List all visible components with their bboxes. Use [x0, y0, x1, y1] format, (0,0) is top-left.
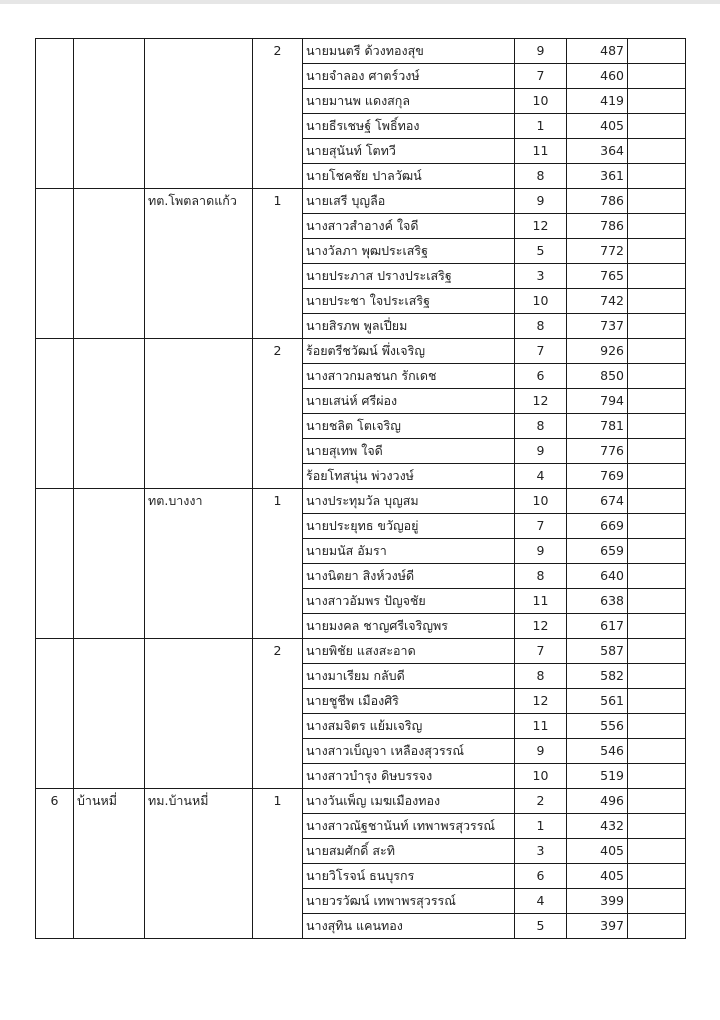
cell-score: 587 — [567, 639, 628, 664]
cell-candidate-number: 5 — [515, 239, 567, 264]
cell-candidate-number: 12 — [515, 214, 567, 239]
cell-score: 364 — [567, 139, 628, 164]
cell-candidate-name: นายสมศักดิ์ สะทิ — [303, 839, 515, 864]
cell-organization — [145, 39, 253, 189]
cell-note — [628, 689, 686, 714]
cell-candidate-number: 11 — [515, 589, 567, 614]
cell-candidate-name: นายวรวัฒน์ เทพาพรสุวรรณ์ — [303, 889, 515, 914]
cell-candidate-name: นางสาวอัมพร ปัญจชัย — [303, 589, 515, 614]
cell-candidate-number: 8 — [515, 564, 567, 589]
cell-candidate-name: นางวันเพ็ญ เมฆเมืองทอง — [303, 789, 515, 814]
table-row — [36, 189, 686, 214]
cell-candidate-name: ร้อยตรีชวัฒน์ พึ่งเจริญ — [303, 339, 515, 364]
cell-note — [628, 289, 686, 314]
cell-note — [628, 264, 686, 289]
cell-candidate-name: ร้อยโทสนุ่น พ่วงวงษ์ — [303, 464, 515, 489]
cell-zone: 1 — [253, 489, 303, 639]
cell-score: 776 — [567, 439, 628, 464]
table-row — [36, 789, 686, 814]
cell-note — [628, 564, 686, 589]
cell-candidate-number: 7 — [515, 514, 567, 539]
cell-candidate-number: 4 — [515, 464, 567, 489]
cell-note — [628, 464, 686, 489]
cell-score: 742 — [567, 289, 628, 314]
cell-candidate-name: นายประยุทธ ขวัญอยู่ — [303, 514, 515, 539]
cell-note — [628, 739, 686, 764]
cell-candidate-name: นายมานพ แดงสกุล — [303, 89, 515, 114]
cell-note — [628, 839, 686, 864]
cell-district — [74, 189, 145, 339]
cell-score: 519 — [567, 764, 628, 789]
cell-candidate-name: นายธีรเชษฐ์ โพธิ์ทอง — [303, 114, 515, 139]
cell-note — [628, 114, 686, 139]
cell-candidate-number: 5 — [515, 914, 567, 939]
cell-order-no: 6 — [36, 789, 74, 939]
cell-note — [628, 639, 686, 664]
cell-note — [628, 439, 686, 464]
cell-note — [628, 864, 686, 889]
cell-candidate-number: 6 — [515, 864, 567, 889]
cell-zone: 2 — [253, 339, 303, 489]
cell-candidate-name: นางสาวณัฐชานันท์ เทพาพรสุวรรณ์ — [303, 814, 515, 839]
cell-score: 546 — [567, 739, 628, 764]
cell-score: 926 — [567, 339, 628, 364]
cell-score: 640 — [567, 564, 628, 589]
cell-candidate-name: นางมาเรียม กลับดี — [303, 664, 515, 689]
cell-note — [628, 239, 686, 264]
cell-candidate-number: 3 — [515, 839, 567, 864]
cell-candidate-name: นายวิโรจน์ ธนบุรกร — [303, 864, 515, 889]
cell-candidate-name: นายจำลอง ศาตร์วงษ์ — [303, 64, 515, 89]
table-row — [36, 339, 686, 364]
cell-candidate-name: นายมนตรี ด้วงทองสุข — [303, 39, 515, 64]
cell-score: 786 — [567, 189, 628, 214]
cell-score: 419 — [567, 89, 628, 114]
cell-candidate-name: นายชลิต โตเจริญ — [303, 414, 515, 439]
cell-candidate-name: นางสุทิน แคนทอง — [303, 914, 515, 939]
cell-score: 487 — [567, 39, 628, 64]
cell-candidate-name: นายพิชัย แสงสะอาด — [303, 639, 515, 664]
cell-candidate-name: นายสุนันท์ โตทวี — [303, 139, 515, 164]
cell-candidate-name: นางสาวสำอางค์ ใจดี — [303, 214, 515, 239]
cell-note — [628, 664, 686, 689]
table-row — [36, 489, 686, 514]
cell-score: 659 — [567, 539, 628, 564]
cell-candidate-number: 1 — [515, 114, 567, 139]
cell-zone: 1 — [253, 189, 303, 339]
cell-order-no — [36, 489, 74, 639]
cell-candidate-number: 7 — [515, 64, 567, 89]
cell-candidate-number: 11 — [515, 139, 567, 164]
table-row — [36, 39, 686, 64]
cell-zone: 1 — [253, 789, 303, 939]
cell-note — [628, 764, 686, 789]
cell-candidate-number: 7 — [515, 339, 567, 364]
cell-note — [628, 614, 686, 639]
cell-candidate-number: 9 — [515, 189, 567, 214]
cell-note — [628, 389, 686, 414]
cell-candidate-name: นางสมจิตร แย้มเจริญ — [303, 714, 515, 739]
cell-note — [628, 314, 686, 339]
cell-candidate-name: นายมนัส อัมรา — [303, 539, 515, 564]
cell-candidate-name: นายสิรภพ พูลเปี่ยม — [303, 314, 515, 339]
cell-score: 674 — [567, 489, 628, 514]
cell-note — [628, 539, 686, 564]
cell-note — [628, 589, 686, 614]
cell-candidate-number: 9 — [515, 39, 567, 64]
results-table — [35, 38, 686, 939]
cell-score: 765 — [567, 264, 628, 289]
cell-candidate-name: นายประภาส ปรางประเสริฐ — [303, 264, 515, 289]
cell-candidate-number: 8 — [515, 414, 567, 439]
cell-score: 617 — [567, 614, 628, 639]
cell-candidate-number: 10 — [515, 89, 567, 114]
cell-score: 361 — [567, 164, 628, 189]
cell-organization — [145, 639, 253, 789]
cell-score: 638 — [567, 589, 628, 614]
viewer-top-band — [0, 0, 720, 4]
cell-candidate-number: 10 — [515, 764, 567, 789]
cell-candidate-name: นายโชคชัย ปาลวัฒน์ — [303, 164, 515, 189]
cell-candidate-name: นางประทุมวัล บุญสม — [303, 489, 515, 514]
cell-score: 737 — [567, 314, 628, 339]
cell-score: 496 — [567, 789, 628, 814]
cell-note — [628, 889, 686, 914]
cell-note — [628, 414, 686, 439]
table-row — [36, 639, 686, 664]
cell-score: 561 — [567, 689, 628, 714]
cell-order-no — [36, 189, 74, 339]
cell-score: 405 — [567, 839, 628, 864]
cell-score: 432 — [567, 814, 628, 839]
cell-candidate-number: 1 — [515, 814, 567, 839]
cell-score: 397 — [567, 914, 628, 939]
cell-score: 781 — [567, 414, 628, 439]
cell-candidate-name: นางสาวบำรุง ดิษบรรจง — [303, 764, 515, 789]
cell-score: 582 — [567, 664, 628, 689]
cell-candidate-name: นางสาวเบ็ญจา เหลืองสุวรรณ์ — [303, 739, 515, 764]
results-table-body — [36, 39, 686, 939]
cell-score: 850 — [567, 364, 628, 389]
cell-candidate-number: 9 — [515, 739, 567, 764]
cell-organization: ทม.บ้านหมี่ — [145, 789, 253, 939]
cell-candidate-name: นางนิตยา สิงห์วงษ์ดี — [303, 564, 515, 589]
cell-note — [628, 364, 686, 389]
cell-candidate-number: 3 — [515, 264, 567, 289]
cell-note — [628, 914, 686, 939]
cell-candidate-name: นายสุเทพ ใจดี — [303, 439, 515, 464]
cell-organization — [145, 339, 253, 489]
cell-score: 786 — [567, 214, 628, 239]
cell-note — [628, 789, 686, 814]
cell-candidate-number: 12 — [515, 614, 567, 639]
cell-candidate-number: 12 — [515, 689, 567, 714]
cell-note — [628, 164, 686, 189]
cell-district: บ้านหมี่ — [74, 789, 145, 939]
cell-district — [74, 39, 145, 189]
cell-candidate-number: 9 — [515, 539, 567, 564]
cell-candidate-name: นางสาวกมลชนก รักเดช — [303, 364, 515, 389]
cell-score: 769 — [567, 464, 628, 489]
cell-note — [628, 64, 686, 89]
cell-note — [628, 339, 686, 364]
cell-candidate-number: 2 — [515, 789, 567, 814]
cell-district — [74, 339, 145, 489]
cell-note — [628, 139, 686, 164]
cell-candidate-number: 6 — [515, 364, 567, 389]
cell-district — [74, 639, 145, 789]
cell-candidate-name: นายประชา ใจประเสริฐ — [303, 289, 515, 314]
cell-note — [628, 89, 686, 114]
cell-candidate-number: 10 — [515, 489, 567, 514]
cell-zone: 2 — [253, 639, 303, 789]
cell-candidate-number: 8 — [515, 664, 567, 689]
cell-note — [628, 39, 686, 64]
cell-score: 399 — [567, 889, 628, 914]
cell-candidate-number: 7 — [515, 639, 567, 664]
cell-score: 460 — [567, 64, 628, 89]
cell-candidate-number: 10 — [515, 289, 567, 314]
cell-candidate-number: 12 — [515, 389, 567, 414]
cell-note — [628, 489, 686, 514]
cell-candidate-name: นายเสน่ห์ ศรีผ่อง — [303, 389, 515, 414]
cell-organization: ทต.บางงา — [145, 489, 253, 639]
cell-note — [628, 714, 686, 739]
cell-candidate-number: 8 — [515, 164, 567, 189]
cell-candidate-number: 8 — [515, 314, 567, 339]
cell-candidate-number: 9 — [515, 439, 567, 464]
cell-zone: 2 — [253, 39, 303, 189]
cell-candidate-name: นายชูชีพ เมืองศิริ — [303, 689, 515, 714]
cell-note — [628, 814, 686, 839]
cell-organization: ทต.โพตลาดแก้ว — [145, 189, 253, 339]
cell-candidate-name: นายเสรี บุญลือ — [303, 189, 515, 214]
cell-score: 794 — [567, 389, 628, 414]
cell-order-no — [36, 39, 74, 189]
cell-district — [74, 489, 145, 639]
cell-candidate-number: 4 — [515, 889, 567, 914]
cell-note — [628, 514, 686, 539]
cell-score: 405 — [567, 864, 628, 889]
cell-score: 405 — [567, 114, 628, 139]
cell-note — [628, 214, 686, 239]
cell-score: 669 — [567, 514, 628, 539]
cell-order-no — [36, 339, 74, 489]
cell-order-no — [36, 639, 74, 789]
cell-candidate-name: นายมงคล ชาญศรีเจริญพร — [303, 614, 515, 639]
cell-score: 556 — [567, 714, 628, 739]
cell-note — [628, 189, 686, 214]
cell-candidate-number: 11 — [515, 714, 567, 739]
cell-candidate-name: นางวัลภา พุฒประเสริฐ — [303, 239, 515, 264]
cell-score: 772 — [567, 239, 628, 264]
